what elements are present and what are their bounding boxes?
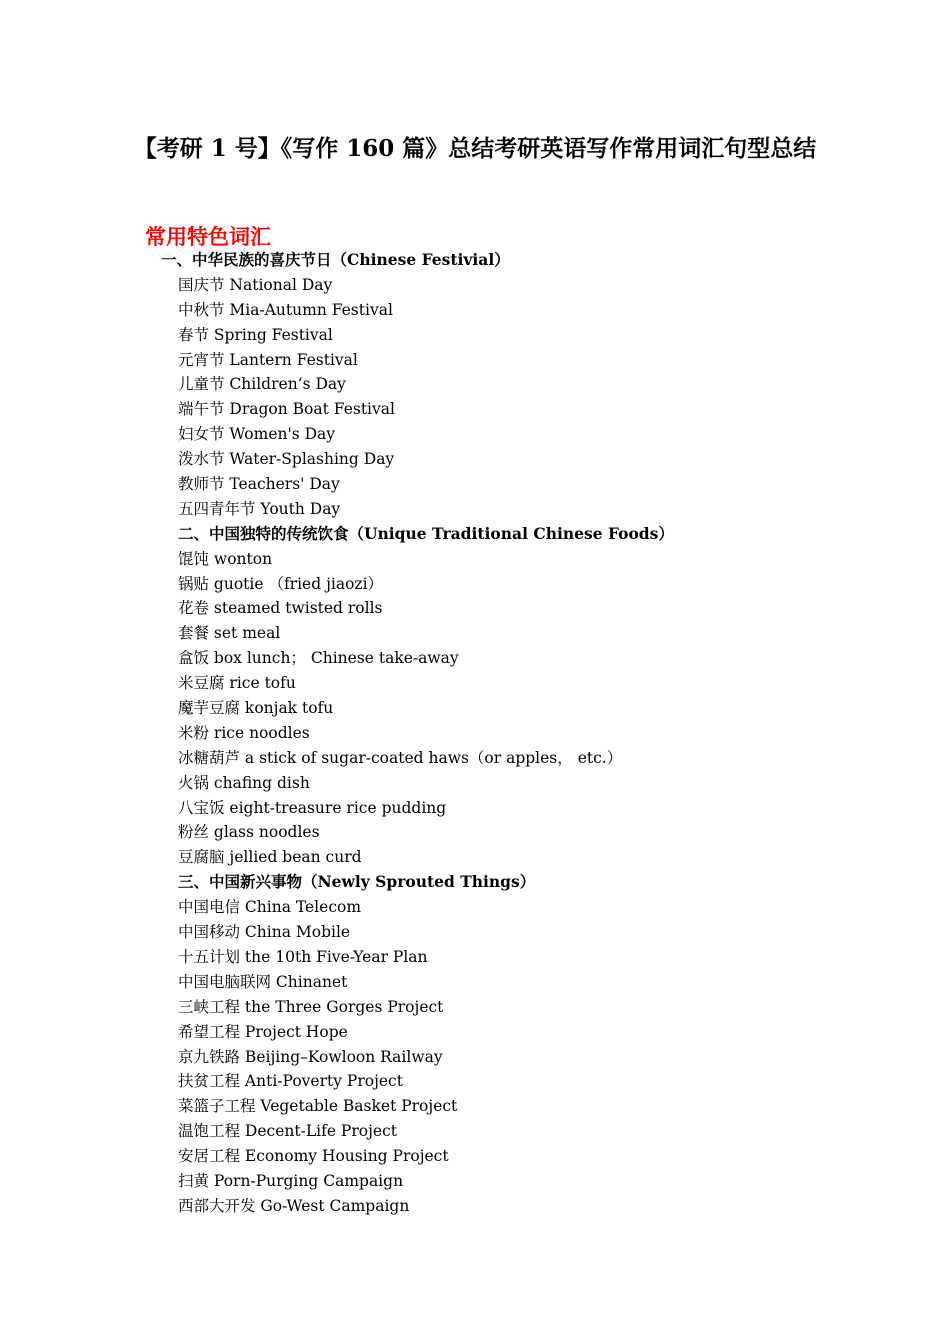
vocab-item: 套餐 set meal bbox=[178, 624, 281, 643]
vocab-item: 中国电信 China Telecom bbox=[178, 898, 362, 917]
vocab-item: 中国电脑联网 Chinanet bbox=[178, 972, 348, 991]
vocab-item: 泼水节 Water-Splashing Day bbox=[178, 450, 395, 469]
vocab-item: 扶贫工程 Anti-Poverty Project bbox=[178, 1072, 403, 1091]
vocab-item: 火锅 chafing dish bbox=[178, 773, 310, 792]
section-heading: 常用特色词汇 bbox=[145, 225, 271, 249]
vocab-item: 十五计划 the 10th Five-Year Plan bbox=[178, 947, 428, 966]
vocab-item: 妇女节 Women's Day bbox=[178, 425, 336, 444]
vocab-item: 八宝饭 eight-treasure rice pudding bbox=[178, 798, 447, 817]
vocab-item: 儿童节 Children‘s Day bbox=[178, 375, 346, 394]
vocab-item: 端午节 Dragon Boat Festival bbox=[178, 400, 395, 419]
vocab-item: 盒饭 box lunch； Chinese take-away bbox=[178, 649, 459, 668]
vocab-item: 锅贴 guotie （fried jiaozi） bbox=[178, 574, 384, 593]
category-heading: 三、中国新兴事物（Newly Sprouted Things） bbox=[178, 872, 536, 892]
vocab-item: 元宵节 Lantern Festival bbox=[178, 350, 358, 369]
vocab-item: 温饱工程 Decent-Life Project bbox=[178, 1122, 397, 1141]
vocab-item: 西部大开发 Go-West Campaign bbox=[178, 1196, 410, 1215]
vocab-item: 国庆节 National Day bbox=[178, 275, 333, 294]
vocab-item: 中秋节 Mia-Autumn Festival bbox=[178, 300, 393, 319]
vocab-item: 魔芋豆腐 konjak tofu bbox=[178, 699, 334, 718]
category-heading: 一、中华民族的喜庆节日（Chinese Festivial） bbox=[161, 250, 510, 269]
vocab-item: 花卷 steamed twisted rolls bbox=[178, 599, 383, 618]
vocab-item: 希望工程 Project Hope bbox=[178, 1022, 348, 1041]
vocab-item: 安居工程 Economy Housing Project bbox=[178, 1147, 449, 1166]
category-heading: 二、中国独特的传统饮食（Unique Traditional Chinese Foods） bbox=[178, 523, 674, 543]
vocab-item: 粉丝 glass noodles bbox=[178, 823, 320, 842]
vocab-item: 三峡工程 the Three Gorges Project bbox=[178, 997, 444, 1016]
vocab-item: 豆腐脑 jellied bean curd bbox=[178, 848, 362, 867]
vocab-item: 中国移动 China Mobile bbox=[178, 923, 351, 942]
vocab-item: 米豆腐 rice tofu bbox=[178, 674, 296, 693]
vocab-item: 米粉 rice noodles bbox=[178, 723, 310, 742]
vocab-item: 馄饨 wonton bbox=[178, 549, 273, 568]
vocab-item: 菜篮子工程 Vegetable Basket Project bbox=[178, 1097, 458, 1116]
page-title: 【考研 1 号】《写作 160 篇》总结考研英语写作常用词汇句型总结 bbox=[133, 135, 817, 162]
vocab-item: 春节 Spring Festival bbox=[178, 325, 333, 344]
vocabulary-list bbox=[0, 248, 950, 1219]
vocab-item: 五四青年节 Youth Day bbox=[178, 499, 341, 518]
vocab-item: 扫黄 Porn-Purging Campaign bbox=[178, 1171, 404, 1190]
vocab-item: 京九铁路 Beijing–Kowloon Railway bbox=[178, 1047, 443, 1066]
vocab-item: 冰糖葫芦 a stick of sugar-coated haws（or apples， etc.） bbox=[178, 748, 623, 767]
vocab-item: 教师节 Teachers' Day bbox=[178, 475, 340, 494]
